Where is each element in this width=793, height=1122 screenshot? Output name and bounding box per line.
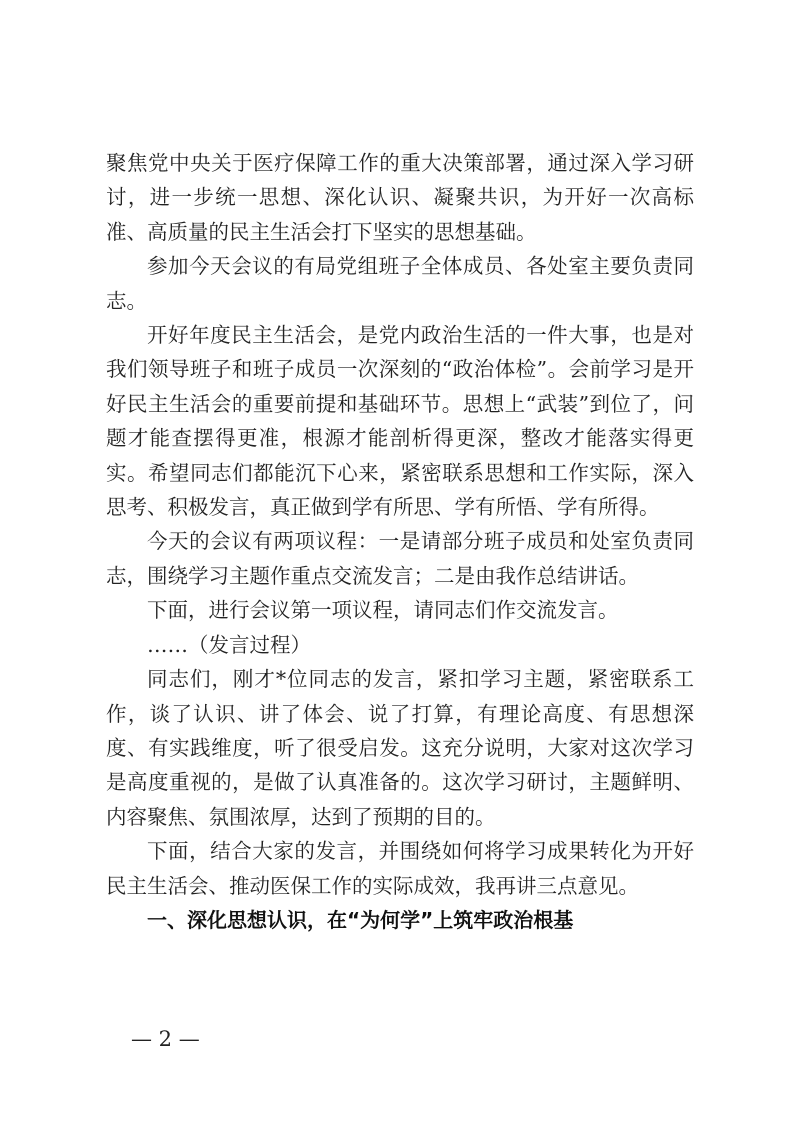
paragraph-summary: 同志们，刚才*位同志的发言，紧扣学习主题，紧密联系工作，谈了认识、讲了体会、说了打算，有理论高度、有思想深度、有实践维度，听了很受启发。这充分说明，大家对这次学习是高度重视的，是做了认真准备的。这次学习研讨，主题鲜明、内容聚焦、氛围浓厚，达到了预期的目的。 bbox=[106, 667, 694, 829]
paragraph-agenda: 今天的会议有两项议程：一是请部分班子成员和处室负责同志，围绕学习主题作重点交流发言；二是由我作总结讲话。 bbox=[106, 529, 694, 588]
paragraph-purpose: 开好年度民主生活会，是党内政治生活的一件大事，也是对我们领导班子和班子成员一次深刻的“政治体检”。会前学习是开好民主生活会的重要前提和基础环节。思想上“武装”到位了，问题才能查摆得更准，根源才能剖析得更深，整改才能落实得更实。希望同志们都能沉下心来，紧密联系思想和工作实际，深入思考、积极发言，真正做到学有所思、学有所悟、学有所得。 bbox=[106, 323, 694, 520]
paragraph-speech-process: ……（发言过程） bbox=[147, 632, 311, 657]
page-number: — 2 — bbox=[131, 1027, 200, 1051]
paragraph-first-item: 下面，进行会议第一项议程，请同志们作交流发言。 bbox=[147, 598, 619, 623]
paragraph-continued: 聚焦党中央关于医疗保障工作的重大决策部署，通过深入学习研讨，进一步统一思想、深化认识、凝聚共识，为开好一次高标准、高质量的民主生活会打下坚实的思想基础。 bbox=[106, 151, 694, 244]
paragraph-three-points: 下面，结合大家的发言，并围绕如何将学习成果转化为开好民主生活会、推动医保工作的实际成效，我再讲三点意见。 bbox=[106, 839, 694, 898]
body-text bbox=[106, 146, 694, 937]
paragraph-attendees: 参加今天会议的有局党组班子全体成员、各处室主要负责同志。 bbox=[106, 254, 694, 313]
section-heading: 一、深化思想认识，在“为何学”上筑牢政治根基 bbox=[147, 907, 574, 932]
